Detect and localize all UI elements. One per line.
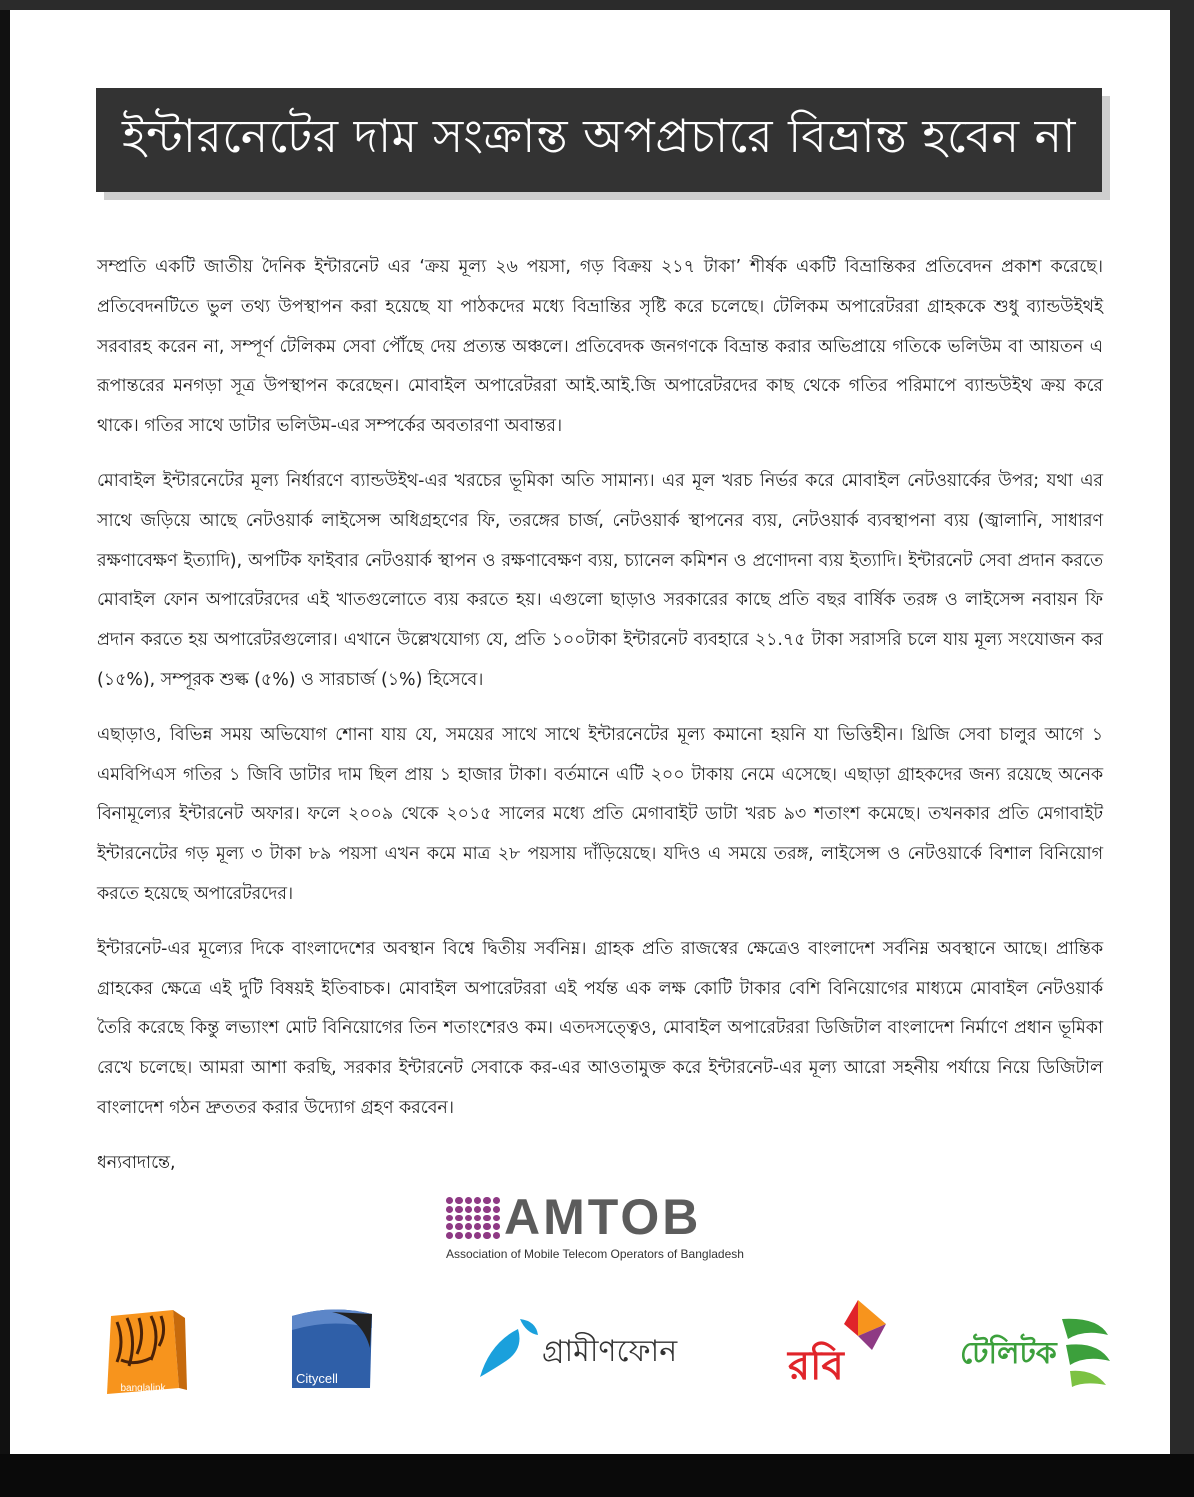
banglalink-label: banglalink (120, 1383, 166, 1394)
amtob-full-name: Association of Mobile Telecom Operators of Bangladesh (446, 1247, 744, 1261)
bottom-border (0, 1454, 1194, 1497)
teletalk-logo (958, 1315, 1114, 1390)
grameenphone-telenor-icon (472, 1315, 542, 1385)
article-body (97, 248, 1103, 1199)
paragraph-3: এছাড়াও, বিভিন্ন সময় অভিযোগ শোনা যায় যে, সময়ের সাথে সাথে ইন্টারনেটের মূল্য কমানো হয়নি যা ভিত্তিহীন। থ্রিজি সেবা চালুর আগে ১ এমবিপিএস গতির ১ জিবি ডাটার দাম ছিল প্রায় ১ হাজার টাকা। বর্তমানে এটি ২০০ টাকায় নেমে এসেছে। এছাড়া গ্রাহকদের জন্য রয়েছে অনেক বিনামূল্যের ইন্টারনেট অফার। ফলে ২০০৯ থেকে ২০১৫ সালের মধ্যে প্রতি মেগাবাইট ডাটা খরচ ৯৩ শতাংশ কমেছে। তখনকার প্রতি মেগাবাইট ইন্টারনেটের গড় মূল্য ৩ টাকা ৮৯ পয়সা এখন কমে মাত্র ২৮ পয়সায় দাঁড়িয়েছে। যদিও এ সময়ে তরঙ্গ, লাইসেন্স ও নেটওয়ার্কে বিশাল বিনিয়োগ করতে হয়েছে অপারেটরদের। (97, 724, 1103, 904)
grameenphone-label: গ্রামীণফোন (542, 1334, 678, 1369)
headline: ইন্টারনেটের দাম সংক্রান্ত অপপ্রচারে বিভ্রান্ত হবেন না (122, 109, 1076, 163)
paragraph-4: ইন্টারনেট-এর মূল্যের দিকে বাংলাদেশের অবস্থান বিশ্বে দ্বিতীয় সর্বনিম্ন। গ্রাহক প্রতি রাজস্বের ক্ষেত্রেও বাংলাদেশ সর্বনিম্ন অবস্থানে আছে। প্রান্তিক গ্রাহকের ক্ষেত্রে এই দুটি বিষয়ই ইতিবাচক। মোবাইল অপারেটররা এই পর্যন্ত এক লক্ষ কোটি টাকার বেশি বিনিয়োগের মাধ্যমে মোবাইল নেটওয়ার্ক তৈরি করেছে কিন্তু লভ্যাংশ মোট বিনিয়োগের তিন শতাংশেরও কম। এতদসত্ত্বেও, মোবাইল অপারেটররা ডিজিটাল বাংলাদেশ নির্মাণে প্রধান ভূমিকা রেখে চলেছে। আমরা আশা করছি, সরকার ইন্টারনেট সেবাকে কর-এর আওতামুক্ত করে ইন্টারনেট-এর মূল্য আরো সহনীয় পর্যায়ে নিয়ে ডিজিটাল বাংলাদেশ গঠন দ্রুততর করার উদ্যোগ গ্রহণ করবেন। (97, 938, 1103, 1118)
amtob-dot-grid-icon (446, 1197, 500, 1239)
paragraph-1: সম্প্রতি একটি জাতীয় দৈনিক ইন্টারনেট এর ‘ক্রয় মূল্য ২৬ পয়সা, গড় বিক্রয় ২১৭ টাকা’ শীর্ষক একটি বিভ্রান্তিকর প্রতিবেদন প্রকাশ করেছে। প্রতিবেদনটিতে ভুল তথ্য উপস্থাপন করা হয়েছে যা পাঠকদের মধ্যে বিভ্রান্তির সৃষ্টি করে চলেছে। টেলিকম অপারেটররা গ্রাহককে শুধু ব্যান্ডউইথই সরবারহ করেন না, সম্পূর্ণ টেলিকম সেবা পৌঁছে দেয় প্রত্যন্ত অঞ্চলে। প্রতিবেদক জনগণকে বিভ্রান্ত করার অভিপ্রায়ে গতিকে ভলিউম বা আয়তন এ রূপান্তরের মনগড়া সূত্র উপস্থাপন করেছেন। মোবাইল অপারেটররা আই.আই.জি অপারেটরদের কাছ থেকে গতির পরিমাপে ব্যান্ডউইথ ক্রয় করে থাকে। গতির সাথে ডাটার ভলিউম-এর সম্পর্কের অবতারণা অবান্তর। (97, 257, 1103, 437)
robi-logo (788, 1298, 892, 1388)
paragraph-2: মোবাইল ইন্টারনেটের মূল্য নির্ধারণে ব্যান্ডউইথ-এর খরচের ভূমিকা অতি সামান্য। এর মূল খরচ নির্ভর করে মোবাইল নেটওয়ার্কের উপর; যথা এর সাথে জড়িয়ে আছে নেটওয়ার্ক লাইসেন্স অধিগ্রহণের ফি, তরঙ্গের চার্জ, নেটওয়ার্ক স্থাপনের ব্যয়, নেটওয়ার্ক ব্যবস্থাপনা ব্যয় (জ্বালানি, সাধারণ রক্ষণাবেক্ষণ ইত্যাদি), অপটিক ফাইবার নেটওয়ার্ক স্থাপন ও রক্ষণাবেক্ষণ ব্যয়, চ্যানেল কমিশন ও প্রণোদনা ব্যয় ইত্যাদি। ইন্টারনেট সেবা প্রদান করতে মোবাইল ফোন অপারেটরদের এই খাতগুলোতে ব্যয় করতে হয়। এগুলো ছাড়াও সরকারের কাছে প্রতি বছর বার্ষিক তরঙ্গ ও লাইসেন্স নবায়ন ফি প্রদান করতে হয় অপারেটরগুলোর। এখানে উল্লেখযোগ্য যে, প্রতি ১০০টাকা ইন্টারনেট ব্যবহারে ২১.৭৫ টাকা সরাসরি চলে যায় মূল্য সংযোজন কর (১৫%), সম্পূরক শুল্ক (৫%) ও সারচার্জ (১%) হিসেবে। (97, 470, 1103, 690)
banglalink-logo (107, 1310, 187, 1396)
headline-banner (96, 88, 1102, 192)
grameenphone-logo (472, 1315, 692, 1385)
teletalk-label: টেলিটক (960, 1336, 1057, 1371)
teletalk-swoosh-icon (958, 1315, 1114, 1390)
citycell-logo (292, 1308, 374, 1392)
robi-label: রবি (788, 1343, 844, 1389)
top-border (0, 0, 1194, 10)
right-border (1170, 0, 1194, 1497)
advertisement-page (10, 10, 1170, 1454)
citycell-label: Citycell (296, 1371, 338, 1386)
amtob-wordmark: AMTOB (504, 1189, 702, 1245)
amtob-logo (446, 1189, 766, 1272)
signoff: ধন্যবাদান্তে, (97, 1152, 176, 1173)
